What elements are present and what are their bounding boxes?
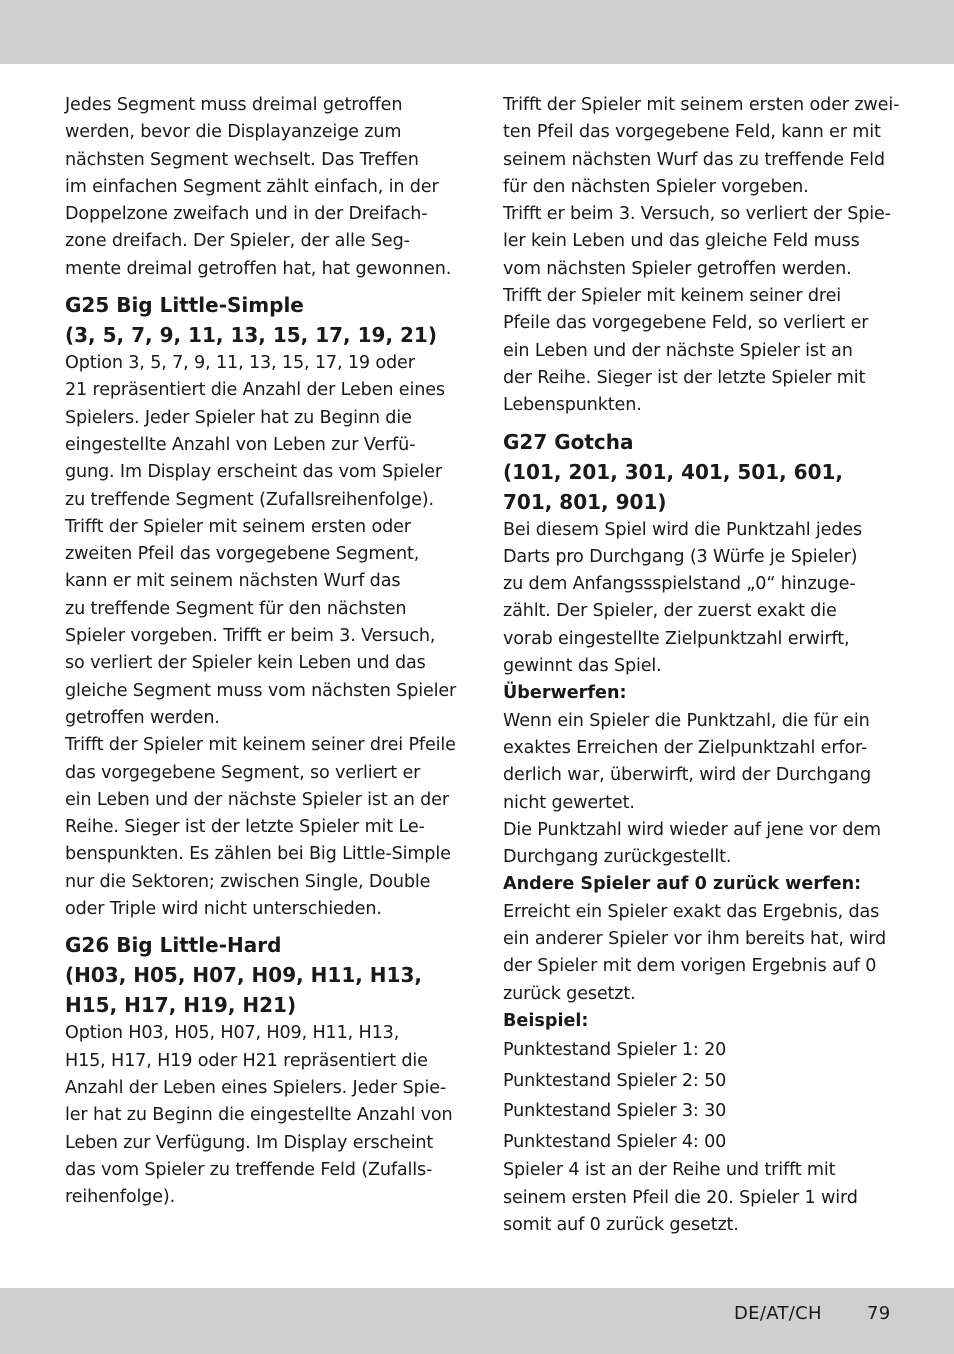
text-line: im einfachen Segment zählt einfach, in der: [65, 176, 439, 197]
heading-line: (101, 201, 301, 401, 501, 601,: [503, 459, 844, 484]
text-line: Trifft der Spieler mit keinem seiner drei: [503, 286, 842, 307]
text-line: ler hat zu Beginn die eingestellte Anzahl von: [65, 1105, 453, 1126]
text-line: Pfeile das vorgegebene Feld, so verliert er: [503, 313, 869, 334]
text-line: Trifft er beim 3. Versuch, so verliert der Spie-: [503, 204, 891, 225]
right-column: [503, 92, 903, 1239]
text-line: oder Triple wird nicht unterschieden.: [65, 899, 382, 920]
text-line: Trifft der Spieler mit seinem ersten oder zwei-: [503, 95, 900, 115]
text-line: vorab eingestellte Zielpunktzahl erwirft,: [503, 628, 850, 649]
text-line: Bei diesem Spiel wird die Punktzahl jedes: [503, 519, 862, 540]
text-line: so verliert der Spieler kein Leben und das: [65, 653, 426, 674]
section-heading-g25: [65, 290, 465, 350]
score-line: Punktestand Spieler 1: 20: [503, 1040, 727, 1061]
text-line: Leben zur Verfügung. Im Display erscheint: [65, 1132, 434, 1153]
text-line: der Spieler mit dem vorigen Ergebnis auf 0: [503, 956, 877, 977]
heading-line: H15, H17, H19, H21): [65, 993, 297, 1018]
text-line: nicht gewertet.: [503, 792, 635, 813]
heading-line: (3, 5, 7, 9, 11, 13, 15, 17, 19, 21): [65, 323, 437, 348]
andere-spieler-body: [503, 899, 903, 1008]
heading-line: (H03, H05, H07, H09, H11, H13,: [65, 963, 422, 988]
text-line: Jedes Segment muss dreimal getroffen: [65, 95, 403, 115]
score-line: Punktestand Spieler 4: 00: [503, 1131, 727, 1152]
text-line: 21 repräsentiert die Anzahl der Leben eines: [65, 380, 445, 401]
text-line: kann er mit seinem nächsten Wurf das: [65, 571, 401, 592]
page-number: 79: [867, 1303, 891, 1324]
heading-line: G27 Gotcha: [503, 429, 634, 454]
text-line: zu dem Anfangssspielstand „0“ hinzuge-: [503, 574, 856, 595]
left-column: [65, 92, 465, 1211]
heading-line: G26 Big Little-Hard: [65, 933, 282, 958]
text-line: gung. Im Display erscheint das vom Spieler: [65, 462, 442, 483]
subheading-ueberwerfen: Überwerfen:: [503, 683, 627, 704]
text-line: Trifft der Spieler mit seinem ersten oder: [65, 516, 411, 537]
score-line: Punktestand Spieler 2: 50: [503, 1070, 727, 1091]
subheading-beispiel: Beispiel:: [503, 1010, 589, 1031]
text-line: werden, bevor die Displayanzeige zum: [65, 122, 402, 143]
text-line: zurück gesetzt.: [503, 983, 636, 1004]
header-bar: [0, 0, 954, 64]
beispiel-body: [503, 1157, 903, 1239]
text-line: Option H03, H05, H07, H09, H11, H13,: [65, 1023, 400, 1044]
text-line: Spielers. Jeder Spieler hat zu Beginn die: [65, 407, 412, 428]
text-line: nur die Sektoren; zwischen Single, Double: [65, 871, 431, 892]
text-line: Spieler 4 ist an der Reihe und trifft mit: [503, 1160, 836, 1181]
ueberwerfen-body: [503, 708, 903, 872]
text-line: reihenfolge).: [65, 1187, 176, 1208]
text-line: eingestellte Anzahl von Leben zur Verfü-: [65, 434, 416, 455]
text-line: ler kein Leben und das gleiche Feld muss: [503, 231, 860, 252]
text-line: der Reihe. Sieger ist der letzte Spieler mit: [503, 367, 866, 388]
text-line: nächsten Segment wechselt. Das Treffen: [65, 149, 419, 170]
g27-body: [503, 517, 903, 681]
text-line: ein Leben und der nächste Spieler ist an: [503, 340, 853, 361]
text-line: getroffen werden.: [65, 707, 220, 728]
heading-line: 701, 801, 901): [503, 489, 667, 514]
text-line: Trifft der Spieler mit keinem seiner drei Pfeile: [65, 735, 456, 756]
text-line: zweiten Pfeil das vorgegebene Segment,: [65, 544, 420, 565]
g26-body: [65, 1020, 465, 1211]
section-heading-g27: [503, 427, 903, 517]
text-line: Anzahl der Leben eines Spielers. Jeder Spie-: [65, 1077, 447, 1098]
text-line: derlich war, überwirft, wird der Durchgang: [503, 765, 871, 786]
text-line: gewinnt das Spiel.: [503, 656, 662, 677]
text-line: H15, H17, H19 oder H21 repräsentiert die: [65, 1050, 428, 1071]
g26-continued: [503, 92, 903, 420]
text-line: ein Leben und der nächste Spieler ist an der: [65, 789, 449, 810]
text-line: exaktes Erreichen der Zielpunktzahl erfor-: [503, 737, 868, 758]
text-line: Wenn ein Spieler die Punktzahl, die für ein: [503, 710, 870, 731]
text-line: seinem ersten Pfeil die 20. Spieler 1 wird: [503, 1187, 858, 1208]
text-line: Die Punktzahl wird wieder auf jene vor dem: [503, 819, 881, 840]
text-line: benspunkten. Es zählen bei Big Little-Simple: [65, 844, 451, 865]
subheading-andere-spieler: Andere Spieler auf 0 zurück werfen:: [503, 874, 862, 895]
intro-paragraph: [65, 92, 465, 283]
text-line: zu treffende Segment (Zufallsreihenfolge).: [65, 489, 434, 510]
beispiel-scores: [503, 1035, 903, 1157]
text-line: gleiche Segment muss vom nächsten Spieler: [65, 680, 457, 701]
footer-region-label: DE/AT/CH: [734, 1303, 822, 1324]
text-line: Option 3, 5, 7, 9, 11, 13, 15, 17, 19 oder: [65, 353, 415, 374]
text-line: Doppelzone zweifach und in der Dreifach-: [65, 204, 428, 225]
text-line: Reihe. Sieger ist der letzte Spieler mit Le-: [65, 817, 425, 838]
text-line: Darts pro Durchgang (3 Würfe je Spieler): [503, 546, 858, 567]
text-line: Durchgang zurückgestellt.: [503, 847, 732, 868]
text-line: somit auf 0 zurück gesetzt.: [503, 1214, 739, 1235]
text-line: mente dreimal getroffen hat, hat gewonnen.: [65, 258, 452, 279]
score-line: Punktestand Spieler 3: 30: [503, 1101, 727, 1122]
text-line: Erreicht ein Spieler exakt das Ergebnis, das: [503, 901, 880, 922]
g25-body: [65, 350, 465, 923]
text-line: das vorgegebene Segment, so verliert er: [65, 762, 421, 783]
text-line: zählt. Der Spieler, der zuerst exakt die: [503, 601, 837, 622]
text-line: das vom Spieler zu treffende Feld (Zufalls-: [65, 1159, 433, 1180]
text-line: ten Pfeil das vorgegebene Feld, kann er mit: [503, 122, 881, 143]
text-line: ein anderer Spieler vor ihm bereits hat, wird: [503, 929, 887, 950]
text-line: vom nächsten Spieler getroffen werden.: [503, 258, 852, 279]
text-line: für den nächsten Spieler vorgeben.: [503, 176, 809, 197]
text-line: Spieler vorgeben. Trifft er beim 3. Versuch,: [65, 626, 436, 647]
text-line: Lebenspunkten.: [503, 395, 642, 416]
text-line: zone dreifach. Der Spieler, der alle Seg-: [65, 231, 410, 252]
heading-line: G25 Big Little-Simple: [65, 293, 304, 318]
text-line: seinem nächsten Wurf das zu treffende Feld: [503, 149, 885, 170]
section-heading-g26: [65, 930, 465, 1020]
text-line: zu treffende Segment für den nächsten: [65, 598, 407, 619]
